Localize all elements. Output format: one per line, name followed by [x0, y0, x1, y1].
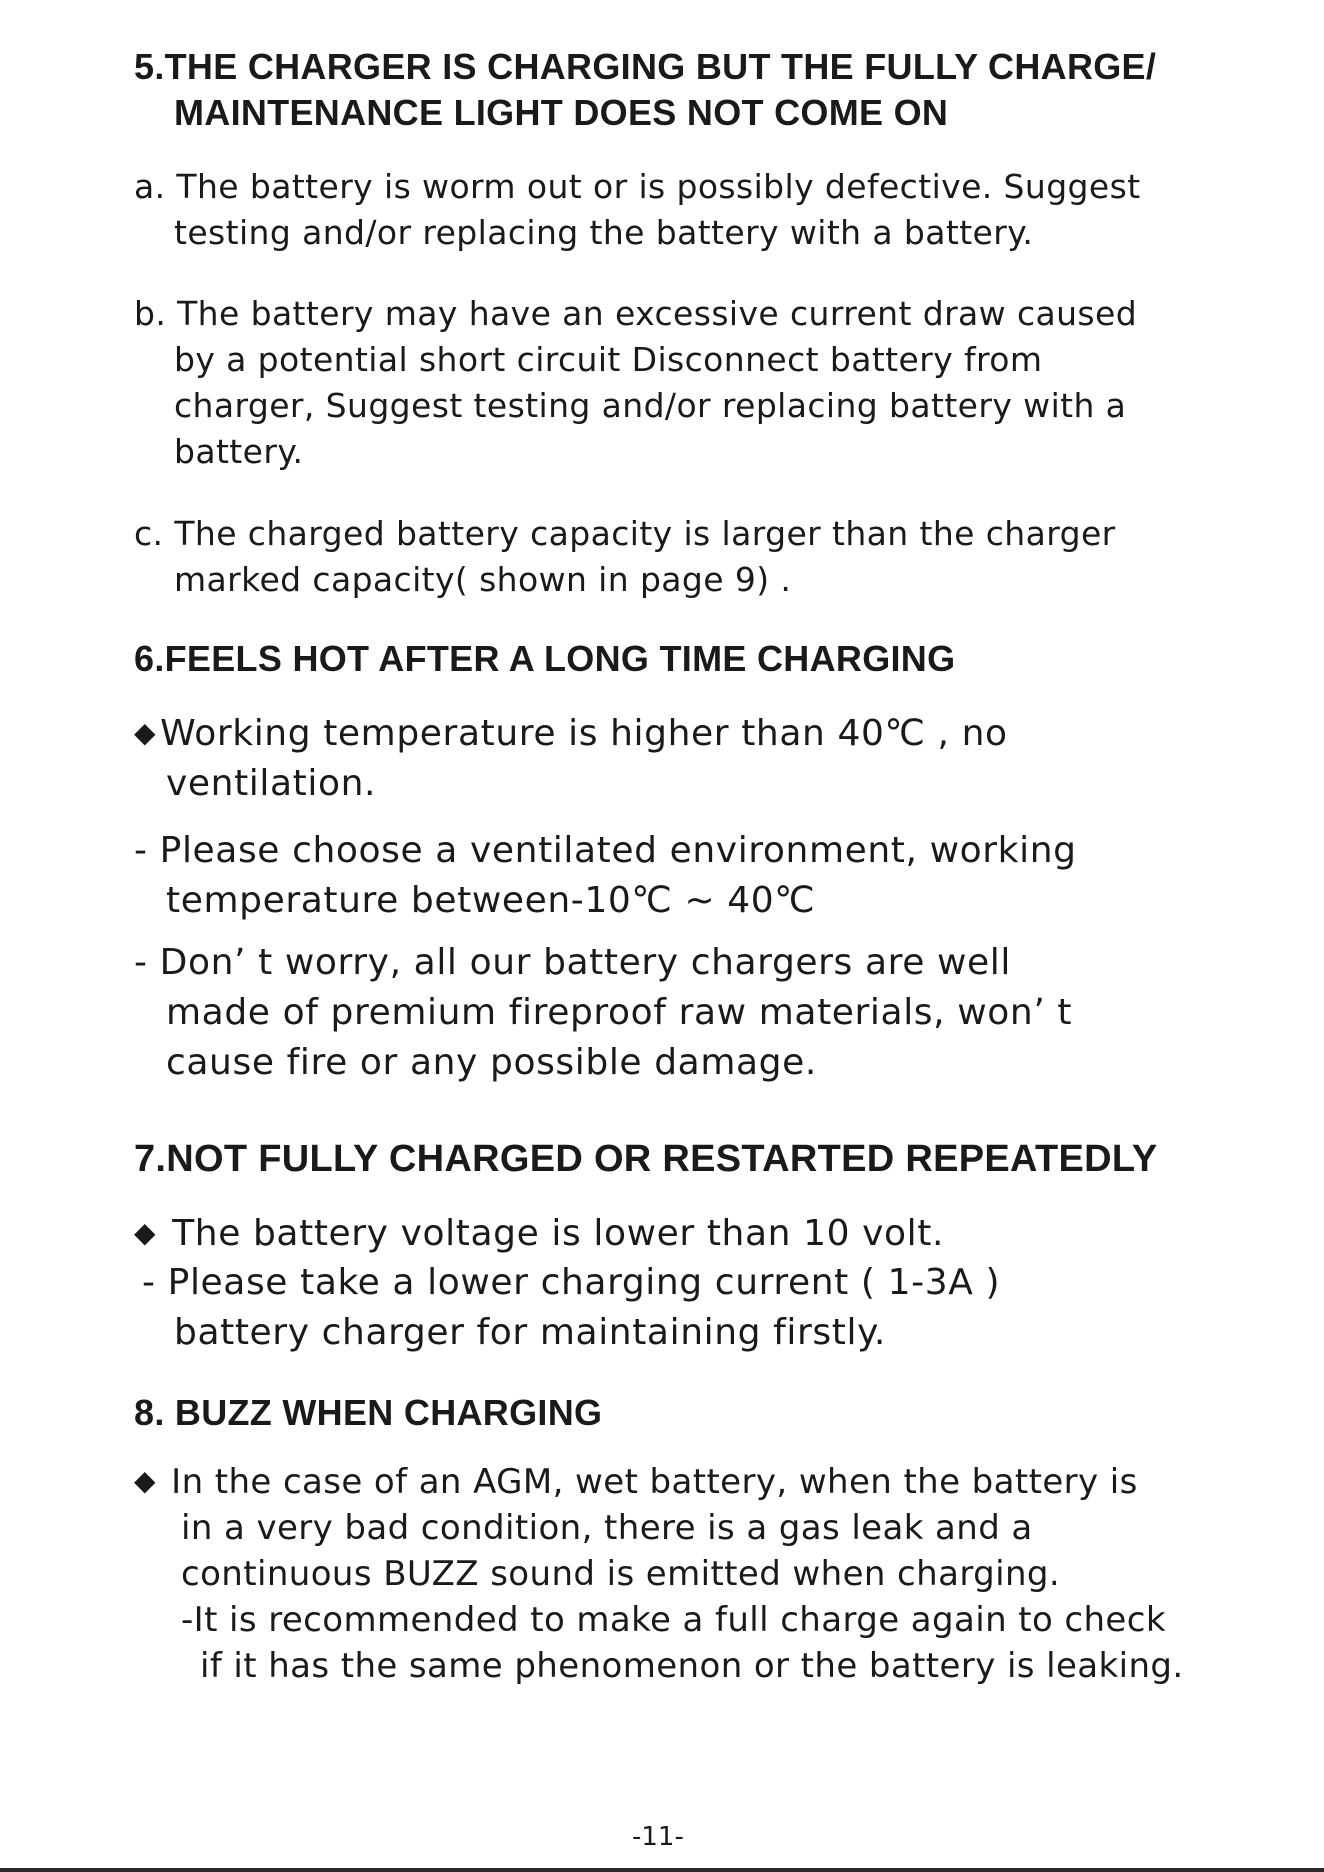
- section6-bullet: [134, 708, 1008, 809]
- section6-dash2-line3: cause fire or any possible damage.: [166, 1042, 817, 1083]
- section8-bullet-line1: In the case of an AGM, wet battery, when the battery is: [171, 1462, 1138, 1502]
- section6-dash2-line1: - Don’ t worry, all our battery chargers are well: [134, 942, 1011, 983]
- section5-item-a: [134, 164, 1141, 256]
- section5-item-b-line4: battery.: [174, 432, 304, 471]
- section6-bullet-line2: ventilation.: [166, 763, 377, 804]
- page-number: -11-: [632, 1822, 684, 1852]
- section8-bullet-line3: continuous BUZZ sound is emitted when charging.: [181, 1554, 1061, 1594]
- section5-heading-line2: MAINTENANCE LIGHT DOES NOT COME ON: [174, 92, 949, 133]
- section5-item-a-line1: a. The battery is worm out or is possibly defective. Suggest: [134, 167, 1141, 206]
- section5-item-c: [134, 511, 1116, 603]
- section6-dash1-line1: - Please choose a ventilated environment, working: [134, 830, 1077, 871]
- section8-heading: 8. BUZZ WHEN CHARGING: [134, 1392, 603, 1433]
- section8-dash-line1: -It is recommended to make a full charge again to check: [181, 1600, 1166, 1640]
- section6-dash1-line2: temperature between-10℃ ~ 40℃: [166, 880, 816, 921]
- section5-item-b: [134, 291, 1137, 475]
- section6-heading: 6.FEELS HOT AFTER A LONG TIME CHARGING: [134, 638, 956, 679]
- section7-dash: [142, 1258, 1000, 1358]
- section8-bullet: [134, 1458, 1184, 1689]
- section6-dash2-line2: made of premium fireproof raw materials, won’ t: [166, 992, 1073, 1033]
- section7-dash-line1: - Please take a lower charging current ( 1-3A ): [142, 1262, 1001, 1303]
- section5-item-b-line1: b. The battery may have an excessive current draw caused: [134, 294, 1138, 333]
- section5-heading-line1: 5.THE CHARGER IS CHARGING BUT THE FULLY CHARGE/: [134, 46, 1157, 87]
- section6-dash1: [134, 826, 1077, 926]
- section7-bullet-line1: The battery voltage is lower than 10 volt.: [172, 1213, 945, 1254]
- section5-item-c-line1: c. The charged battery capacity is larger than the charger: [134, 514, 1116, 553]
- bullet-diamond-icon: ◆: [134, 1216, 157, 1249]
- section5-item-a-line2: testing and/or replacing the battery with a battery.: [174, 213, 1034, 252]
- section8-dash-line2: if it has the same phenomenon or the battery is leaking.: [200, 1646, 1184, 1686]
- section5-heading: [134, 44, 1156, 136]
- section7-heading: 7.NOT FULLY CHARGED OR RESTARTED REPEATEDLY: [134, 1138, 1158, 1180]
- bullet-diamond-icon: ◆: [134, 716, 157, 749]
- section8-bullet-line2: in a very bad condition, there is a gas leak and a: [181, 1508, 1033, 1548]
- bottom-rule: [0, 1868, 1324, 1872]
- section5-item-b-line2: by a potential short circuit Disconnect battery from: [174, 340, 1043, 379]
- section6-bullet-line1: Working temperature is higher than 40℃ , no: [160, 713, 1008, 754]
- section6-dash2: [134, 938, 1072, 1088]
- section7-dash-line2: battery charger for maintaining firstly.: [174, 1312, 886, 1353]
- bullet-diamond-icon: ◆: [134, 1464, 156, 1497]
- section5-item-b-line3: charger, Suggest testing and/or replacing battery with a: [174, 386, 1127, 425]
- section7-bullet: [134, 1208, 944, 1259]
- section5-item-c-line2: marked capacity( shown in page 9) .: [174, 560, 792, 599]
